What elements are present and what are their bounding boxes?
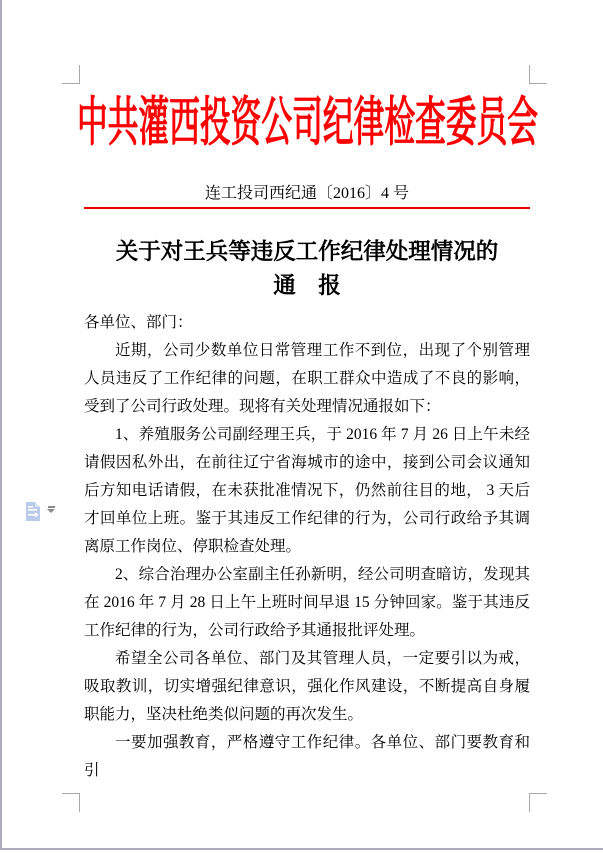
document-title-line1: 关于对王兵等违反工作纪律处理情况的	[115, 239, 499, 264]
body-paragraph: 近期，公司少数单位日常管理工作不到位，出现了个别管理人员违反了工作纪律的问题，在职工群众中造成了不良的影响，受到了公司行政处理。现将有关处理情况通报如下：	[84, 342, 530, 415]
document-body	[84, 309, 530, 785]
dropdown-arrow-icon[interactable]	[47, 506, 56, 514]
letterhead-org-name: 中共灌西投资公司纪律检查委员会	[76, 94, 538, 152]
letterhead	[76, 92, 538, 154]
crop-mark-bottom-right	[529, 793, 547, 812]
crop-mark-top-left	[62, 65, 80, 84]
crop-mark-top-right	[529, 65, 547, 84]
red-separator-rule	[84, 207, 530, 209]
body-paragraph: 1、养殖服务公司副经理王兵，于 2016 年 7 月 26 日上午未经请假因私外出，在前往辽宁省海城市的途中，接到公司会议通知后方知电话请假，在未获批准情况下，仍然前往目的地， 3 天后才回单位上班。鉴于其违反工作纪律的行为，公司行政给予其调离原工作岗位、停职检查处理。	[84, 426, 530, 555]
page-left-edge	[0, 0, 2, 849]
document-title-line2: 通 报	[273, 273, 341, 298]
crop-mark-bottom-left	[62, 793, 80, 812]
document-title	[84, 235, 530, 303]
document-number: 连工投司西纪通〔2016〕4 号	[204, 185, 409, 202]
salutation: 各单位、部门：	[84, 314, 193, 331]
body-paragraph: 2、综合治理办公室副主任孙新明，经公司明查暗访，发现其在 2016 年 7 月 28 日上午上班时间早退 15 分钟回家。鉴于其违反工作纪律的行为，公司行政给予其通报批评处理。	[84, 566, 530, 639]
page-bottom-edge	[0, 848, 603, 850]
margin-comment-indicator[interactable]	[25, 501, 59, 523]
body-paragraph: 一要加强教育，严格遵守工作纪律。各单位、部门要教育和引	[84, 734, 530, 779]
document-text-area[interactable]	[76, 84, 538, 785]
body-paragraph: 希望全公司各单位、部门及其管理人员，一定要引以为戒，吸取教训，切实增强纪律意识，强化作风建设，不断提高自身履职能力，坚决杜绝类似问题的再次发生。	[84, 650, 530, 723]
